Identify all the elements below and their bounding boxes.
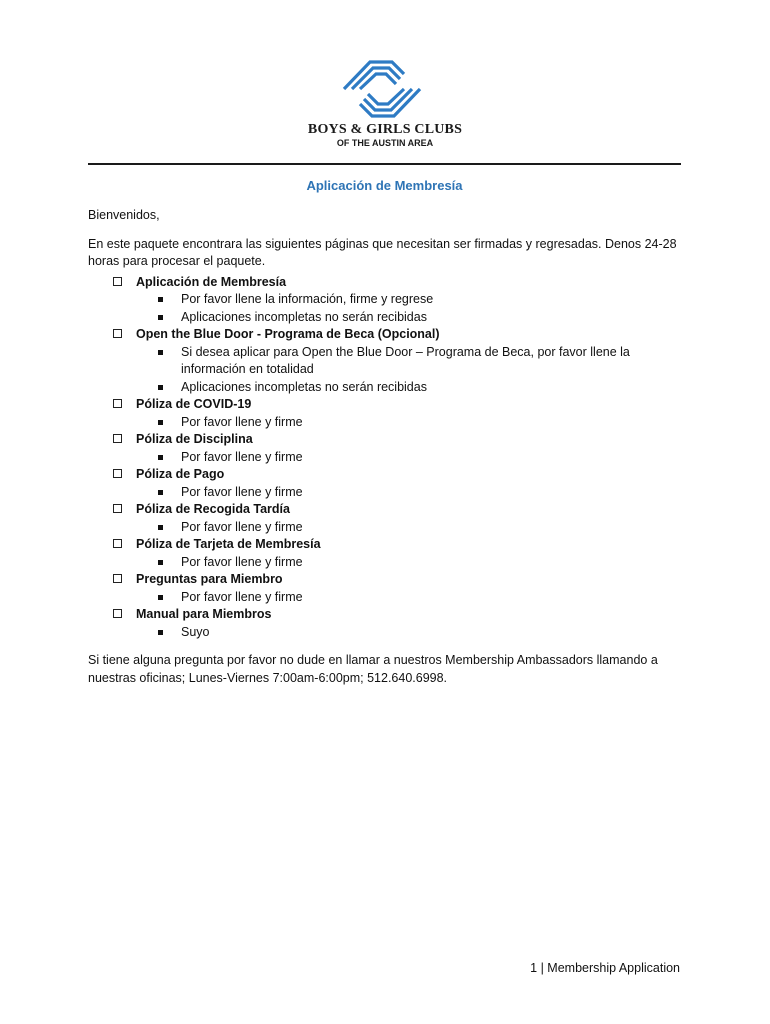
checkbox-icon[interactable] [113,539,122,548]
checklist-item [88,466,683,501]
checklist-item-label: Póliza de Recogida Tardía [136,502,290,516]
checklist-subitem [136,554,683,572]
checklist-item-label: Open the Blue Door - Programa de Beca (Opcional) [136,327,440,341]
checklist-item [88,571,683,606]
checklist-subitem [136,624,683,642]
checklist-item-label: Aplicación de Membresía [136,274,287,289]
checklist-subitem-text: Por favor llene y firme [181,554,303,569]
checklist-item-label: Manual para Miembros [136,607,272,621]
checkbox-icon[interactable] [113,504,122,513]
square-bullet-icon [158,315,163,320]
checklist-subitems [136,449,683,467]
checklist-subitem [136,379,683,397]
checklist-subitem-text: Suyo [181,624,210,639]
checklist-subitem [136,291,683,309]
checkbox-icon[interactable] [113,469,122,478]
header-divider [88,163,681,165]
checklist-subitem [136,309,683,327]
checklist-subitem-text: Aplicaciones incompletas no serán recibidas [181,379,427,394]
checklist-subitem-text: Por favor llene y firme [181,589,303,604]
intro-paragraph: En este paquete encontrara las siguientes páginas que necesitan ser firmadas y regresadas. Denos 24-28 horas para procesar el paquete. [88,236,677,268]
logo-subtitle: OF THE AUSTIN AREA [336,138,434,148]
checklist-subitems [136,414,683,432]
square-bullet-icon [158,297,163,302]
checklist-subitems [136,589,683,607]
checklist-subitems [136,554,683,572]
checklist-item [88,274,683,327]
checklist-item-label: Preguntas para Miembro [136,572,283,586]
checklist-subitem-text: Por favor llene y firme [181,449,303,464]
checklist-item-label: Póliza de Pago [136,467,225,481]
checklist-item [88,606,683,641]
checklist-subitem-text: Si desea aplicar para Open the Blue Door – Programa de Beca, por favor llene la información en totalidad [181,344,630,376]
page-footer: 1 | Membership Application [530,961,680,975]
square-bullet-icon [158,490,163,495]
checkbox-icon[interactable] [113,399,122,408]
square-bullet-icon [158,385,163,390]
checklist-subitem-text: Por favor llene y firme [181,484,303,499]
document-checklist [88,274,683,642]
checklist-item [88,501,683,536]
checklist-subitem [136,449,683,467]
checklist-item [88,396,683,431]
checklist-subitem [136,344,683,379]
contact-paragraph: Si tiene alguna pregunta por favor no dude en llamar a nuestros Membership Ambassadors llamando a nuestras oficinas; Lunes-Viernes 7:00am-6:00pm; 512.640.6998. [88,653,658,685]
checklist-subitem-text: Por favor llene y firme [181,519,303,534]
checklist-subitems [136,344,683,397]
checklist-item [88,536,683,571]
document-body [88,207,683,687]
square-bullet-icon [158,595,163,600]
checkbox-icon[interactable] [113,574,122,583]
boys-girls-clubs-logo-icon [340,58,424,120]
checklist-subitem-text: Por favor llene la información, firme y regrese [181,292,434,306]
logo-name: BOYS & GIRLS CLUBS [307,122,463,137]
square-bullet-icon [158,525,163,530]
square-bullet-icon [158,630,163,635]
checklist-item-label: Póliza de COVID-19 [136,397,252,411]
checklist-item-label: Póliza de Disciplina [136,432,253,446]
checklist-item [88,326,683,396]
checklist-subitems [136,519,683,537]
greeting-text: Bienvenidos, [88,208,160,222]
checkbox-icon[interactable] [113,329,122,338]
checklist-subitems [136,624,683,642]
checklist-subitems [136,484,683,502]
checklist-subitem [136,519,683,537]
checklist-subitem [136,484,683,502]
checklist-subitem-text: Por favor llene y firme [181,414,303,429]
checkbox-icon[interactable] [113,434,122,443]
square-bullet-icon [158,560,163,565]
checklist-item [88,431,683,466]
checkbox-icon[interactable] [113,277,122,286]
square-bullet-icon [158,455,163,460]
checklist-subitems [136,291,683,326]
document-title: Aplicación de Membresía [306,178,463,193]
square-bullet-icon [158,350,163,355]
checkbox-icon[interactable] [113,609,122,618]
checklist-subitem [136,589,683,607]
checklist-subitem-text: Aplicaciones incompletas no serán recibidas [181,309,427,324]
checklist-subitem [136,414,683,432]
checklist-item-label: Póliza de Tarjeta de Membresía [136,537,321,551]
organization-logo [300,58,470,153]
square-bullet-icon [158,420,163,425]
